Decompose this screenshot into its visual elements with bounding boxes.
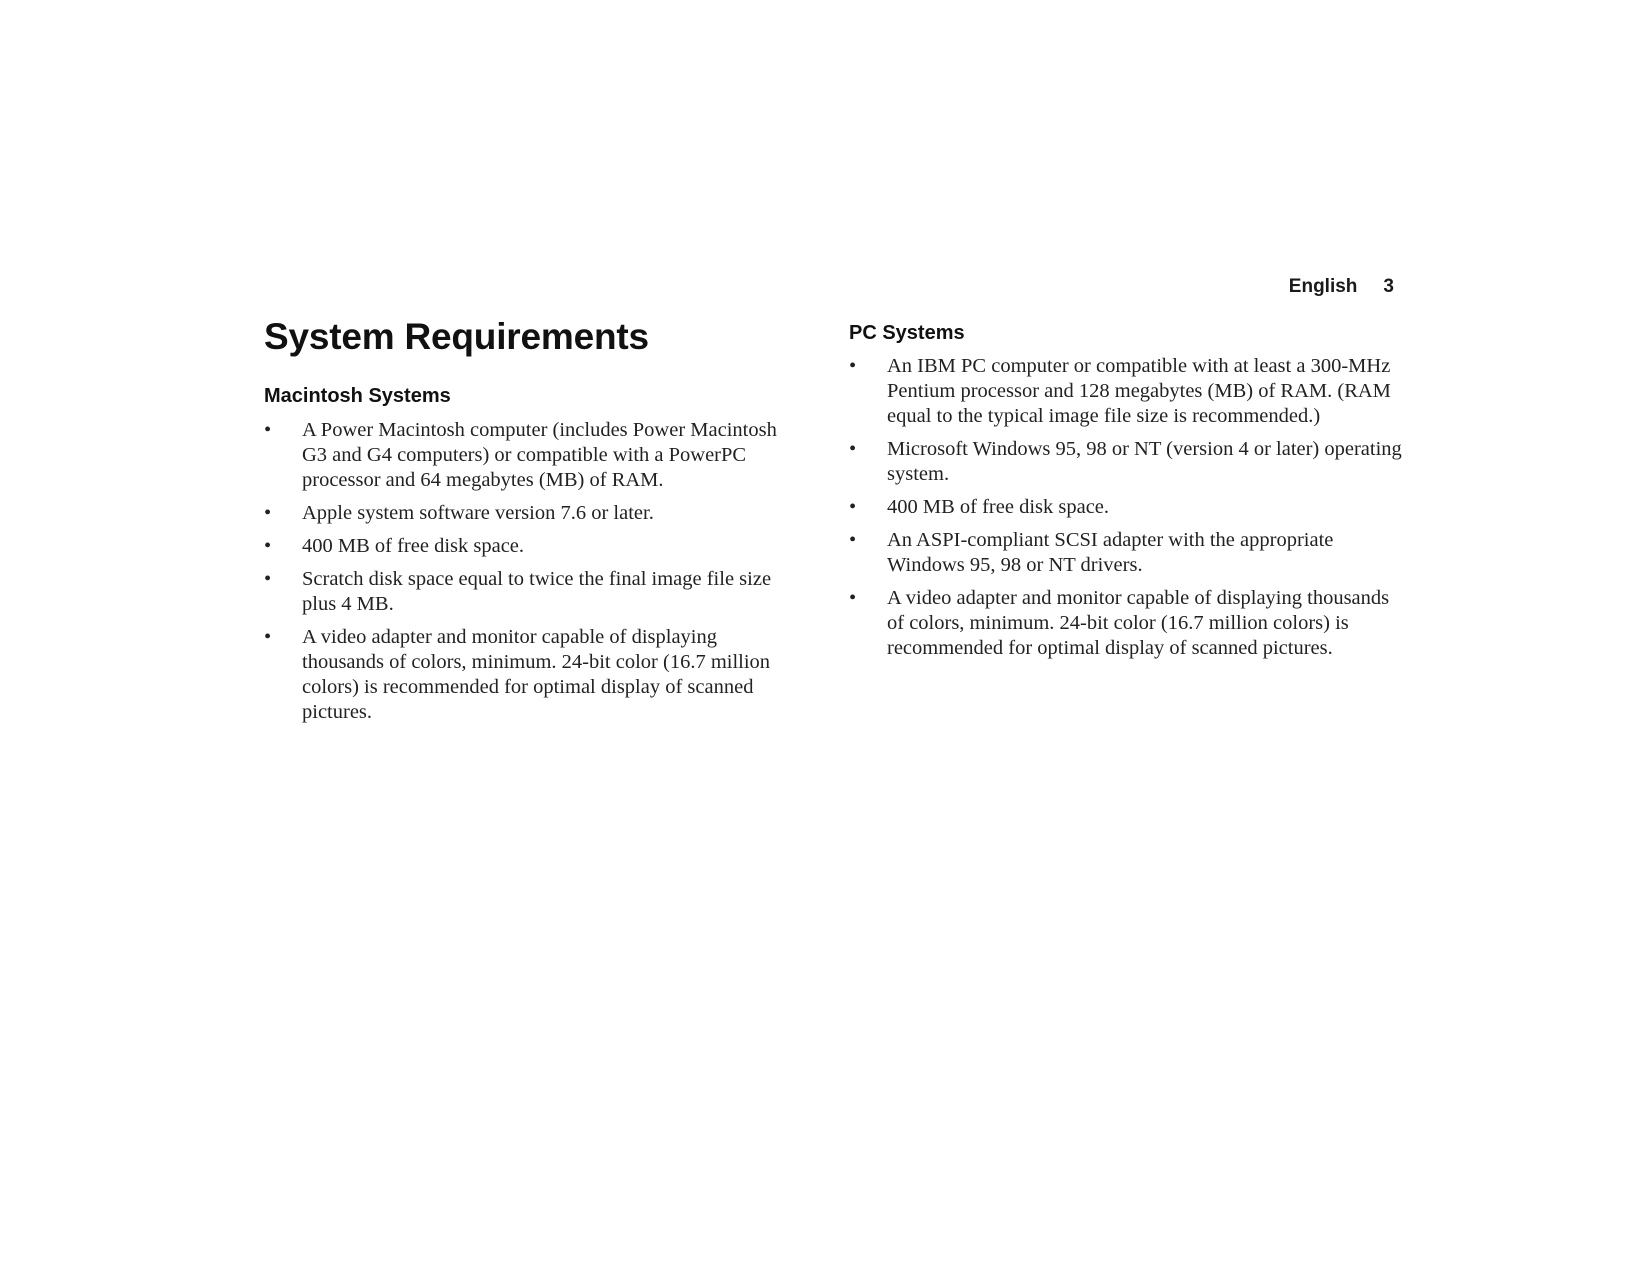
mac-requirements-list — [264, 418, 804, 725]
list-item-text: A video adapter and monitor capable of displaying thousands of colors, minimum. 24-bit color (16.7 million colors) is recommended for optimal display of scanned pictures. — [302, 626, 771, 723]
list-item-text: An IBM PC computer or compatible with at least a 300-MHz Pentium processor and 128 megabytes (MB) of RAM. (RAM equal to the typical image file size is recommended.) — [887, 355, 1391, 427]
bullet-icon: • — [264, 419, 272, 441]
list-item — [264, 418, 804, 493]
page-title: System Requirements — [264, 316, 649, 357]
list-item-text: A Power Macintosh computer (includes Power Macintosh G3 and G4 computers) or compatible with a PowerPC processor and 64 megabytes (MB) of RAM. — [302, 419, 777, 491]
list-item — [264, 625, 804, 725]
bullet-icon: • — [849, 496, 857, 518]
mac-section-heading: Macintosh Systems — [264, 385, 451, 407]
list-item-text: 400 MB of free disk space. — [302, 535, 525, 557]
bullet-icon: • — [264, 568, 272, 590]
list-item — [849, 528, 1409, 578]
left-column — [264, 315, 804, 733]
list-item-text: Microsoft Windows 95, 98 or NT (version 4 or later) operating system. — [887, 438, 1402, 485]
list-item — [264, 501, 804, 526]
list-item — [849, 495, 1409, 520]
list-item — [264, 534, 804, 559]
bullet-icon: • — [849, 355, 857, 377]
bullet-icon: • — [849, 529, 857, 551]
bullet-icon: • — [264, 626, 272, 648]
pc-section-heading: PC Systems — [849, 322, 965, 344]
list-item-text: A video adapter and monitor capable of displaying thousands of colors, minimum. 24-bit color (16.7 million colors) is recommended for optimal display of scanned pictures. — [887, 587, 1390, 659]
list-item-text: An ASPI-compliant SCSI adapter with the appropriate Windows 95, 98 or NT drivers. — [887, 529, 1334, 576]
bullet-icon: • — [849, 438, 857, 460]
list-item — [849, 586, 1409, 661]
pc-requirements-list — [849, 354, 1409, 661]
bullet-icon: • — [264, 502, 272, 524]
list-item — [849, 437, 1409, 487]
page-header — [1289, 276, 1394, 298]
header-language: English — [1288, 276, 1358, 297]
right-column — [849, 320, 1409, 669]
list-item — [849, 354, 1409, 429]
list-item — [264, 567, 804, 617]
list-item-text: 400 MB of free disk space. — [887, 496, 1110, 518]
list-item-text: Apple system software version 7.6 or later. — [302, 502, 654, 524]
list-item-text: Scratch disk space equal to twice the final image file size plus 4 MB. — [302, 568, 772, 615]
bullet-icon: • — [849, 587, 857, 609]
bullet-icon: • — [264, 535, 272, 557]
page-number: 3 — [1383, 276, 1394, 297]
